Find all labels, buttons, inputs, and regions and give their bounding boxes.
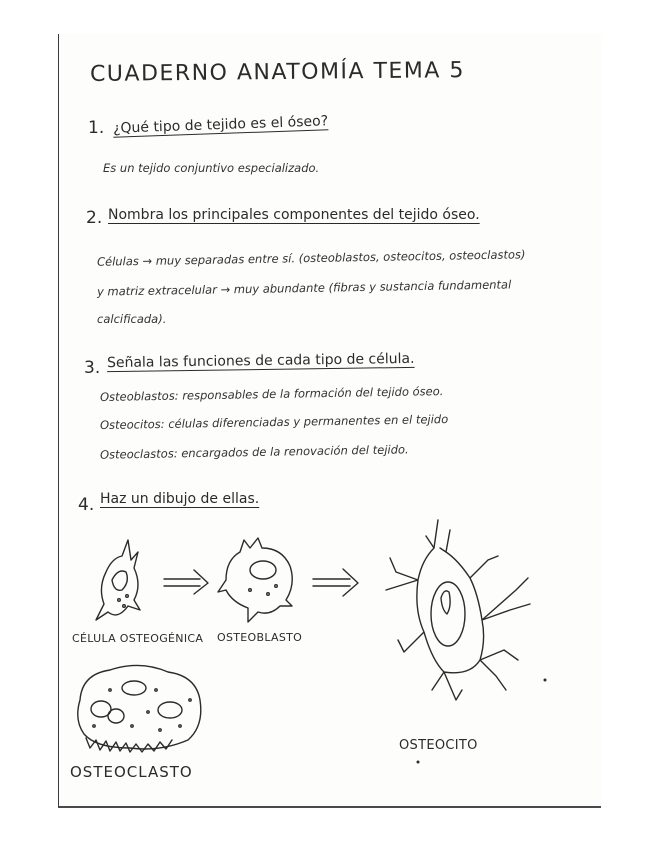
answer-3-line-3: Osteoclastos: encargados de la renovación del tejido.: [99, 442, 409, 462]
question-3-number: 3.: [84, 358, 101, 378]
question-4-text: Haz un dibujo de ellas.: [100, 491, 260, 507]
osteoblast-label: OSTEOBLASTO: [217, 631, 303, 644]
answer-2-line-2: y matriz extracelular → muy abundante (fibras y sustancia fundamental: [96, 277, 512, 299]
question-3-text: Señala las funciones de cada tipo de célula.: [106, 350, 415, 372]
osteocyte-drawing: [386, 520, 530, 700]
osteogenic-cell-drawing: [96, 540, 140, 620]
question-2-text: Nombra los principales componentes del tejido óseo.: [108, 207, 480, 223]
answer-2-line-1: Células → muy separadas entre sí. (osteoblastos, osteocitos, osteoclastos): [96, 247, 526, 269]
osteocyte-label: OSTEOCITO: [399, 738, 478, 753]
question-2-number: 2.: [86, 208, 103, 228]
answer-2-line-3: calcificada).: [97, 312, 167, 326]
osteoblast-drawing: [218, 538, 292, 622]
osteoclast-label: OSTEOCLASTO: [70, 763, 193, 781]
answer-3-line-1: Osteoblastos: responsables de la formación del tejido óseo.: [99, 384, 444, 404]
answer-3-line-2: Osteocitos: células diferenciadas y permanentes en el tejido: [99, 411, 449, 433]
question-1-text: ¿Qué tipo de tejido es el óseo?: [112, 113, 329, 137]
osteogenic-cell-label: CÉLULA OSTEOGÉNICA: [72, 632, 204, 645]
question-1-number: 1.: [88, 118, 105, 138]
answer-1-line-1: Es un tejido conjuntivo especializado.: [103, 161, 320, 175]
arrow-2: [313, 569, 358, 596]
question-4-number: 4.: [78, 495, 95, 515]
osteoclast-drawing: [78, 665, 201, 752]
arrow-1: [164, 570, 208, 594]
page-title: CUADERNO ANATOMÍA TEMA 5: [89, 58, 466, 87]
